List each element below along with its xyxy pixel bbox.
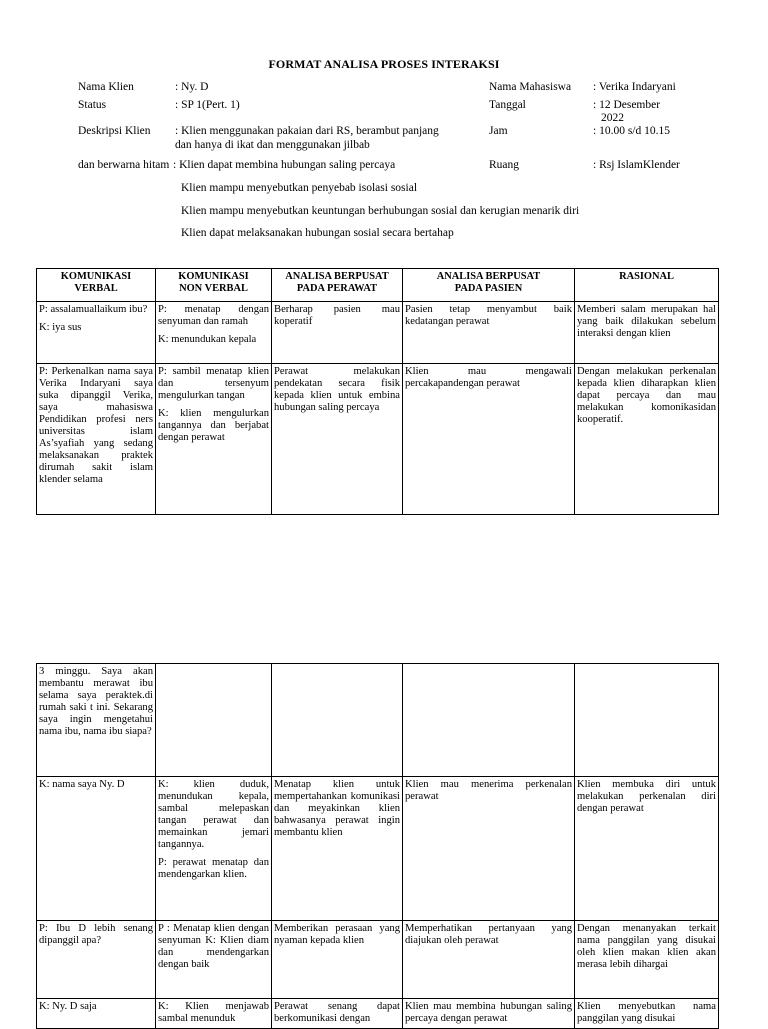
cell-text: 3 minggu. Saya akan membantu merawat ibu selama saya peraktek.di rumah saki t ini. Sekarang saya ingin mengetahui nama ibu, nama ibu siapa? <box>39 666 153 737</box>
cell-text: Klien membuka diri untuk melakukan perkenalan diri dengan perawat <box>577 779 716 814</box>
cell-text: K: klien duduk, menundukan kepala, sambal melepaskan tangan perawat dan memainkan jemari tangannya. <box>158 779 269 850</box>
cell-text: Berharap pasien mau koperatif <box>274 304 400 327</box>
cell-text: P: sambil menatap klien dan tersenyum mengulurkan tangan <box>158 366 269 401</box>
cell-text: Dengan menanyakan terkait nama panggilan yang disukai oleh klien makan klien akan merasa lebih dihargai <box>577 923 716 970</box>
column-header <box>403 269 575 302</box>
cell-text: K: klien mengulurkan tangannya dan berjabat dengan perawat <box>158 408 269 443</box>
table-cell <box>37 999 156 1029</box>
tujuan-line1: : Klien dapat membina hubungan saling percaya <box>173 159 396 171</box>
column-header <box>37 269 156 302</box>
table-cell <box>37 364 156 515</box>
column-header-line: VERBAL <box>74 283 118 294</box>
table-cell <box>272 777 403 921</box>
deskripsi-label: Deskripsi Klien <box>78 125 151 137</box>
table-cell <box>156 777 272 921</box>
nama-klien-value: : Ny. D <box>175 81 209 93</box>
table-cell <box>272 302 403 364</box>
table-cell <box>156 364 272 515</box>
column-header <box>272 269 403 302</box>
tanggal-value-line2: 2022 <box>601 112 624 124</box>
cell-text: K: Ny. D saja <box>39 1001 97 1012</box>
cell-text: P: perawat menatap dan mendengarkan klien. <box>158 857 269 880</box>
cell-text: K: iya sus <box>39 322 82 333</box>
ruang-value: : Rsj IslamKlender <box>593 159 680 171</box>
column-header-line: RASIONAL <box>619 271 674 282</box>
table-cell <box>37 921 156 999</box>
column-header-line: PADA PASIEN <box>454 283 523 294</box>
table-cell <box>575 777 719 921</box>
cell-text: Memperhatikan pertanyaan yang diajukan oleh perawat <box>405 923 572 946</box>
cell-text: P: Ibu D lebih senang dipanggil apa? <box>39 923 153 946</box>
table-cell <box>403 777 575 921</box>
cell-text: Memberi salam merupakan hal yang baik dilakukan sebelum interaksi dengan klien <box>577 304 716 339</box>
column-header-line: NON VERBAL <box>179 283 248 294</box>
table-cell <box>575 664 719 777</box>
table-cell <box>403 921 575 999</box>
cell-text: Perawat senang dapat berkomunikasi dengan <box>274 1001 400 1024</box>
table-cell <box>156 921 272 999</box>
table-row <box>37 777 719 921</box>
cell-text: Memberikan perasaan yang nyaman kepada klien <box>274 923 400 946</box>
table-cell <box>272 364 403 515</box>
table-cell <box>575 364 719 515</box>
nama-klien-label: Nama Klien <box>78 81 134 93</box>
cell-text: P: Perkenalkan nama saya Verika Indaryani saya suka dipanggil Verika, saya mahasiswa Pendidikan profesi ners universitas islam As’syafiah yang sedang melaksanakan praktek dirumah sakit islam klender selama <box>39 366 153 485</box>
table-header-row <box>37 269 719 302</box>
column-header-line: KOMUNIKASI <box>60 271 132 282</box>
table-cell <box>37 664 156 777</box>
table-cell <box>156 664 272 777</box>
table-cell <box>272 664 403 777</box>
cell-text: Klien mau mengawali percakapandengan perawat <box>405 366 572 389</box>
tujuan-line3: Klien mampu menyebutkan keuntungan berhubungan sosial dan kerugian menarik diri <box>181 205 580 217</box>
cell-text: Pasien tetap menyambut baik kedatangan perawat <box>405 304 572 327</box>
cell-text: Klien menyebutkan nama panggilan yang disukai <box>577 1001 716 1024</box>
jam-label: Jam <box>489 125 508 137</box>
column-header-line: PADA PERAWAT <box>296 283 378 294</box>
table-cell <box>403 302 575 364</box>
cell-text: K: menundukan kepala <box>158 334 257 345</box>
table-cell <box>403 664 575 777</box>
table-cell <box>403 364 575 515</box>
status-label: Status <box>78 99 107 111</box>
cell-text: P: assalamuallaikum ibu? <box>39 304 148 315</box>
table-cell <box>37 777 156 921</box>
cell-text: Klien mau menerima perkenalan perawat <box>405 779 572 802</box>
cell-text: Perawat melakukan pendekatan secara fisik kepada klien untuk embina hubungan saling percaya <box>274 366 400 413</box>
cell-text: K: Klien menjawab sambal menunduk <box>158 1001 269 1024</box>
table-cell <box>575 921 719 999</box>
cell-text: P : Menatap klien dengan senyuman K: Klien diam dan mendengarkan dengan baik <box>158 923 269 970</box>
column-header-line: ANALISA BERPUSAT <box>436 271 541 282</box>
interaction-table-part1 <box>36 268 719 515</box>
column-header <box>156 269 272 302</box>
status-value: : SP 1(Pert. 1) <box>175 99 240 111</box>
ruang-label: Ruang <box>489 159 520 171</box>
deskripsi-value-line2: dan hanya di ikat dan menggunakan jilbab <box>175 139 370 151</box>
table-cell <box>156 999 272 1029</box>
jam-value: : 10.00 s/d 10.15 <box>593 125 670 137</box>
deskripsi-value-line3: dan berwarna hitam <box>78 159 170 171</box>
table-cell <box>37 302 156 364</box>
table-row <box>37 999 719 1029</box>
deskripsi-value-line1: : Klien menggunakan pakaian dari RS, berambut panjang <box>175 125 439 137</box>
cell-text: Menatap klien untuk mempertahankan komunikasi dan meyakinkan klien bahwasanya perawat ingin membantu klien <box>274 779 400 838</box>
table-cell <box>575 999 719 1029</box>
column-header <box>575 269 719 302</box>
interaction-table-part2 <box>36 663 719 1029</box>
cell-text: Klien mau membina hubungan saling percaya dengan perawat <box>405 1001 572 1024</box>
mahasiswa-value: : Verika Indaryani <box>593 81 676 93</box>
table-row <box>37 921 719 999</box>
cell-text: Dengan melakukan perkenalan kepada klien diharapkan klien dapat percaya dan mau melakukan komonikasidan kooperatif. <box>577 366 716 425</box>
table-cell <box>272 921 403 999</box>
table-row <box>37 664 719 777</box>
table-cell <box>272 999 403 1029</box>
tujuan-line2: Klien mampu menyebutkan penyebab isolasi sosial <box>181 182 418 194</box>
tanggal-value-line1: : 12 Desember <box>593 99 661 111</box>
table-cell <box>156 302 272 364</box>
document-title: FORMAT ANALISA PROSES INTERAKSI <box>268 57 500 71</box>
table-cell <box>575 302 719 364</box>
column-header-line: KOMUNIKASI <box>178 271 249 282</box>
table-row <box>37 302 719 364</box>
table-cell <box>403 999 575 1029</box>
tanggal-label: Tanggal <box>489 99 526 111</box>
cell-text: P: menatap dengan senyuman dan ramah <box>158 304 269 327</box>
column-header-line: ANALISA BERPUSAT <box>285 271 389 282</box>
cell-text: K: nama saya Ny. D <box>39 779 125 790</box>
tujuan-line4: Klien dapat melaksanakan hubungan sosial secara bertahap <box>181 227 454 239</box>
mahasiswa-label: Nama Mahasiswa <box>489 81 572 93</box>
table-row <box>37 364 719 515</box>
